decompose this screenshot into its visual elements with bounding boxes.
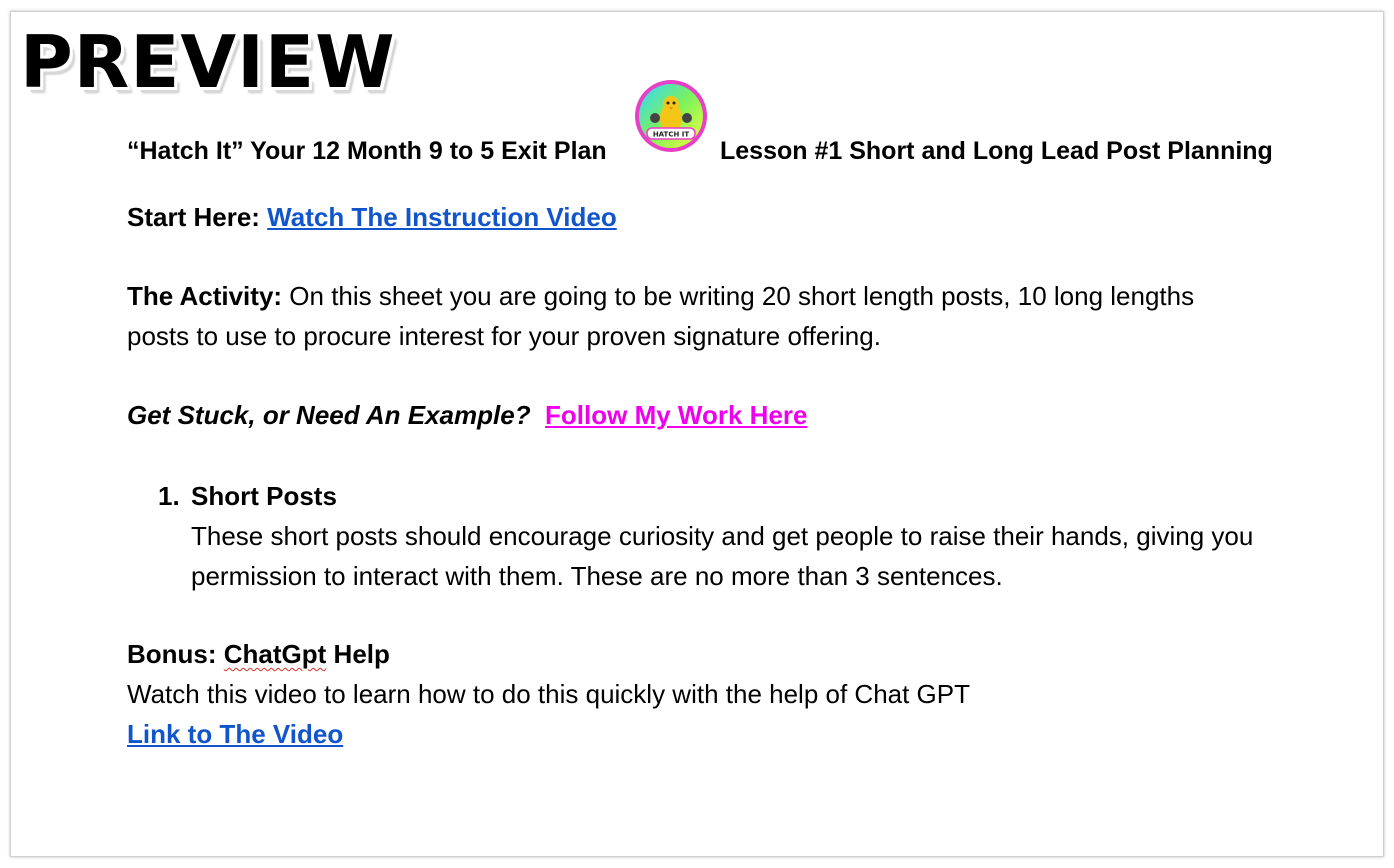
instruction-video-link[interactable]: Watch The Instruction Video [267, 202, 617, 232]
stuck-line [127, 395, 808, 435]
hatch-it-logo [633, 78, 709, 154]
list-item-text-1: These short posts should encourage curiosity and get people to raise their hands, giving you [191, 521, 1254, 551]
bonus-heading [127, 634, 970, 674]
bonus-section [127, 634, 970, 754]
logo-text: HATCH IT [652, 130, 690, 139]
bonus-label-word: ChatGpt [223, 639, 327, 669]
activity-text-2: posts to use to procure interest for your proven signature offering. [127, 321, 881, 351]
bonus-video-link[interactable]: Link to The Video [127, 719, 344, 749]
activity-label: The Activity: [127, 281, 283, 311]
activity-paragraph [127, 276, 1194, 356]
bonus-label-suffix: Help [326, 639, 390, 669]
preview-watermark: PREVIEW [20, 20, 396, 104]
start-here-line [127, 197, 617, 237]
activity-text-1: On this sheet you are going to be writing 20 short length posts, 10 long lengths [289, 281, 1195, 311]
follow-my-work-link[interactable]: Follow My Work Here [545, 400, 808, 430]
list-item-title: Short Posts [191, 481, 337, 511]
lesson-title: Lesson #1 Short and Long Lead Post Planning [720, 137, 1273, 165]
list-number: 1. [158, 481, 180, 511]
bonus-label-prefix: Bonus: [127, 639, 224, 669]
start-here-label: Start Here: [127, 202, 260, 232]
activity-line-1 [127, 276, 1194, 316]
bonus-text: Watch this video to learn how to do this quickly with the help of Chat GPT [127, 679, 971, 709]
list-item-text-2: permission to interact with them. These are no more than 3 sentences. [191, 561, 1003, 591]
list-item [191, 476, 1253, 596]
document-title: “Hatch It” Your 12 Month 9 to 5 Exit Plan [127, 137, 607, 165]
stuck-label: Get Stuck, or Need An Example? [127, 400, 531, 430]
